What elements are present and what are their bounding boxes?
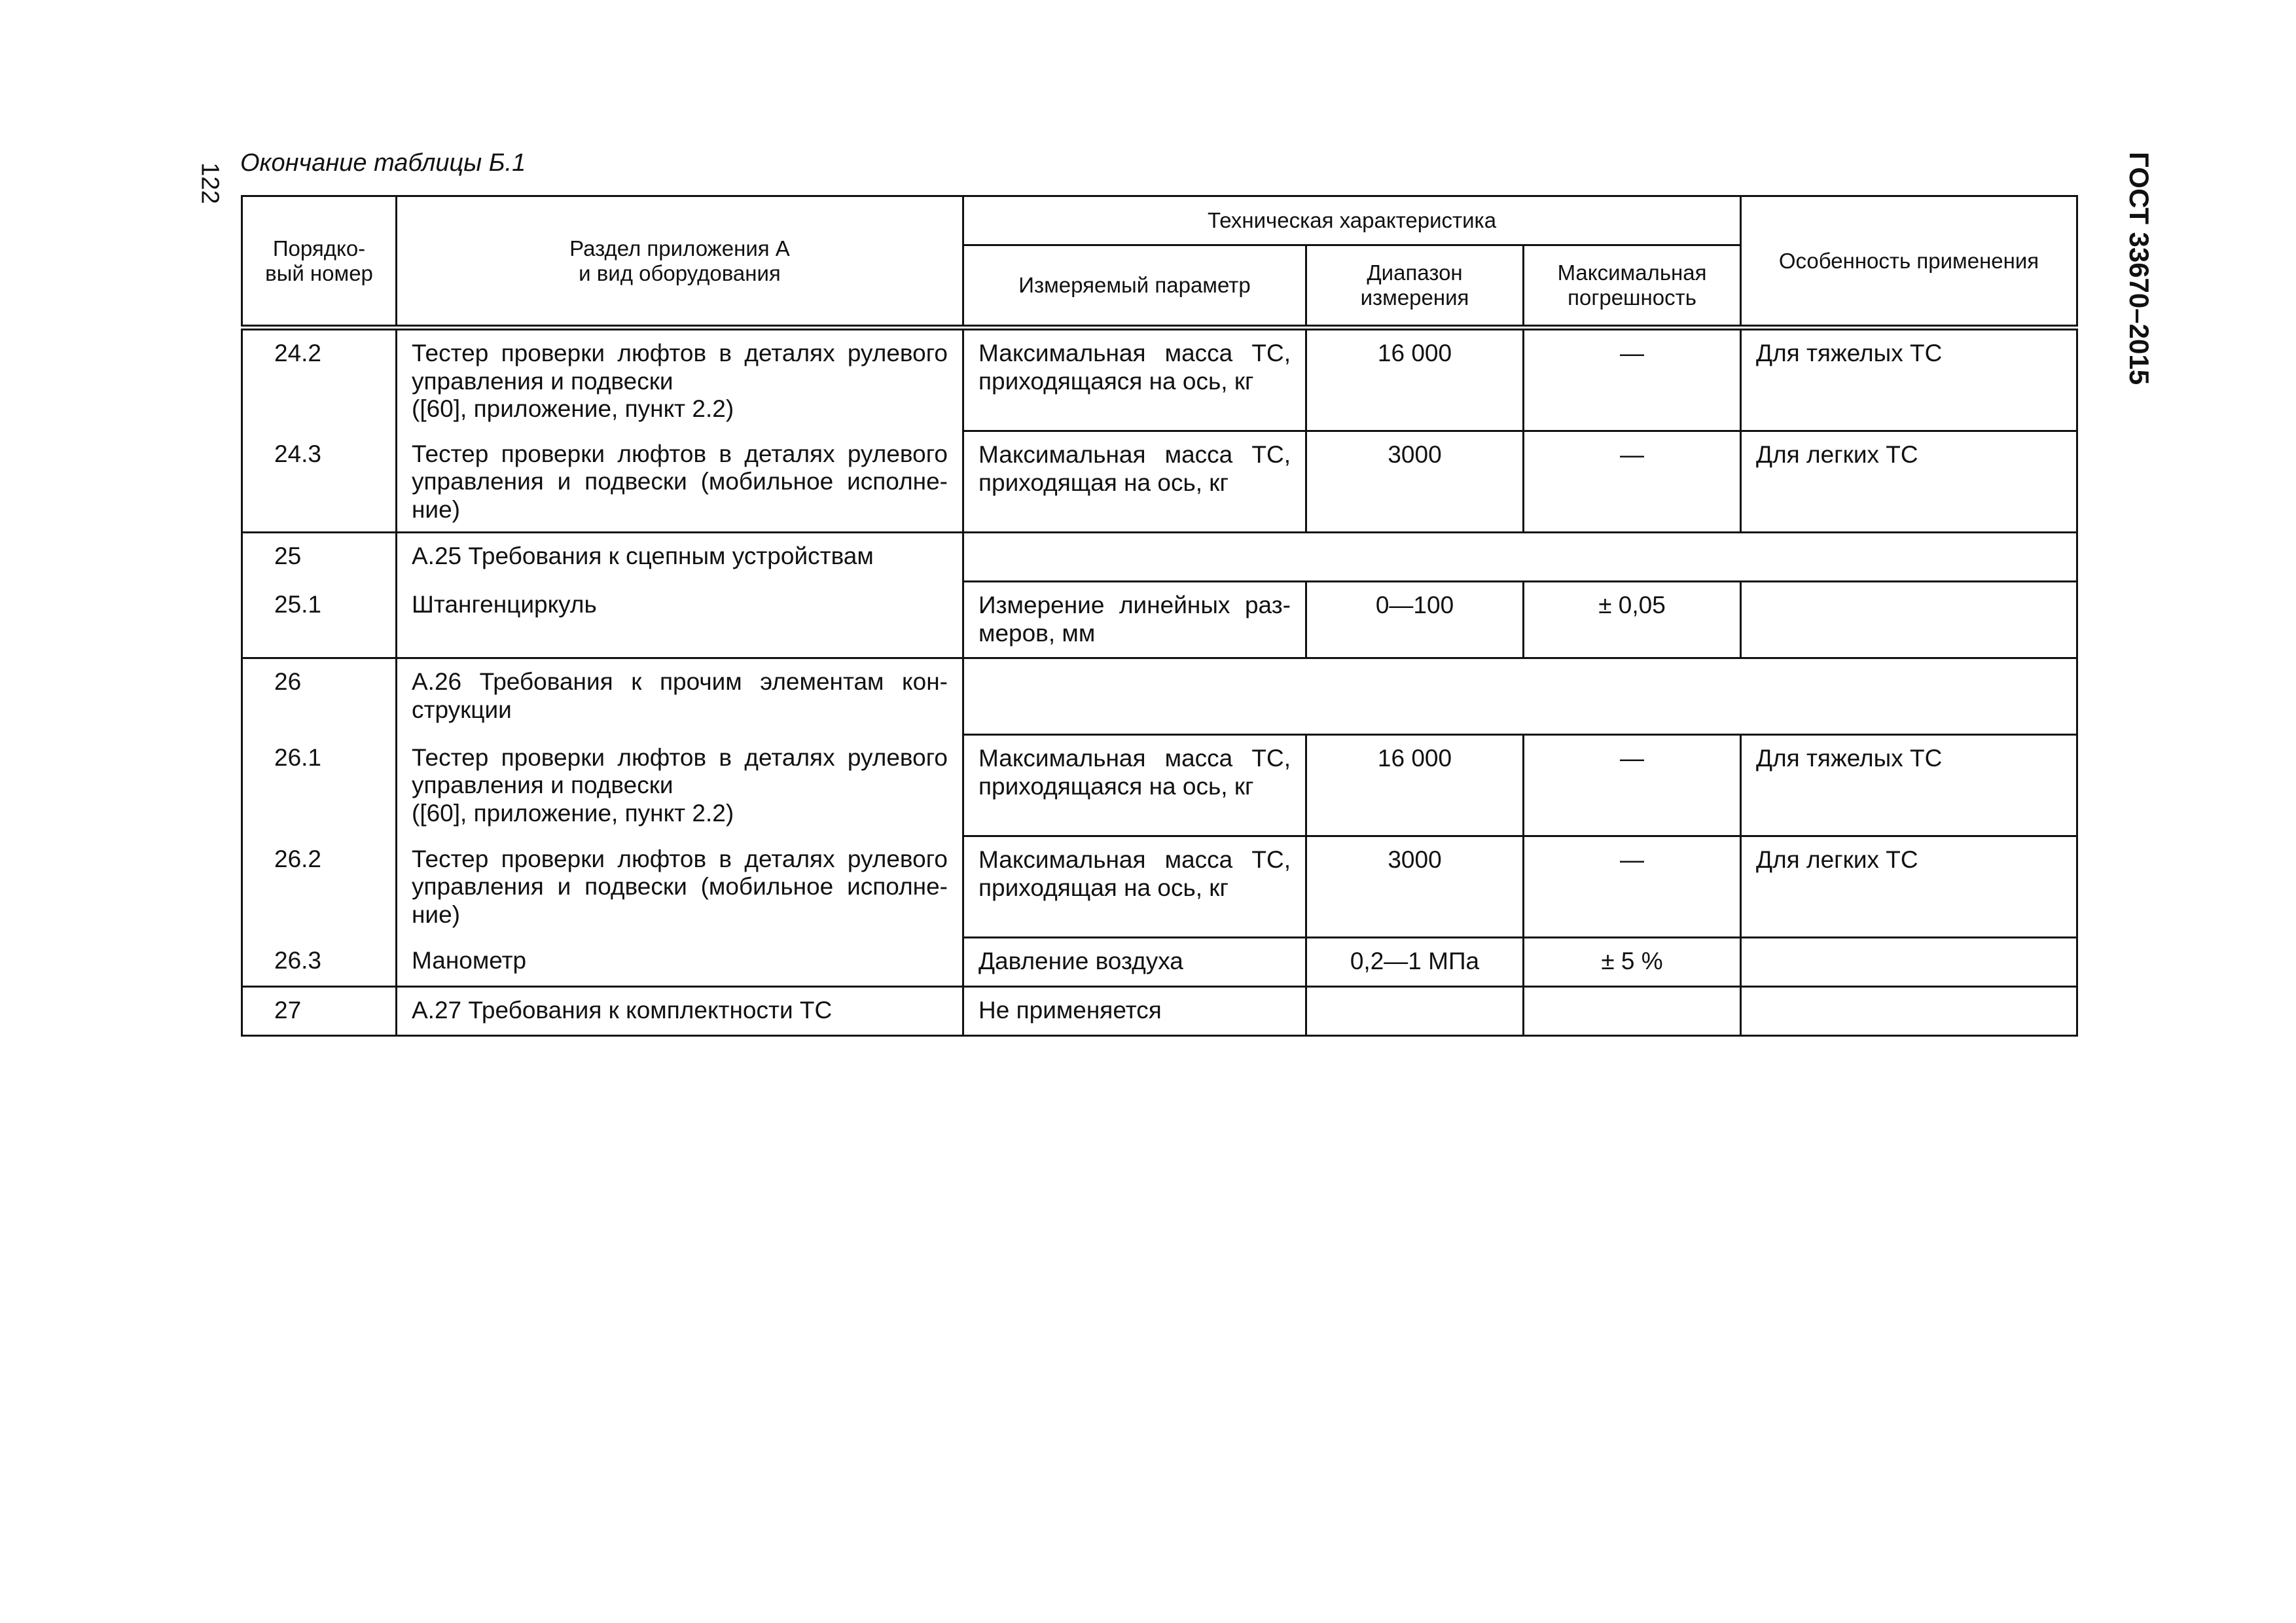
row-section: Тестер проверки люфтов в деталях рулевого управления и подвески (мобильное исполне-ние) [397, 431, 963, 533]
table-row [242, 431, 2077, 533]
row-empty-span [963, 533, 2077, 582]
row-range [1306, 987, 1524, 1036]
row-feature [1741, 987, 2077, 1036]
row-error: — [1524, 836, 1741, 938]
header-number: Порядко- вый номер [242, 196, 397, 328]
row-section: Манометр [397, 938, 963, 987]
row-section: А.25 Требования к сцепным устройствам [397, 533, 963, 582]
row-number: 26 [242, 658, 397, 735]
equipment-table [241, 195, 2078, 1037]
row-error: ± 0,05 [1524, 582, 1741, 658]
row-section: Тестер проверки люфтов в деталях рулевого управления и подвески ([60], приложение, пункт 2.2) [397, 328, 963, 431]
row-range: 3000 [1306, 836, 1524, 938]
table-row [242, 735, 2077, 836]
row-feature [1741, 938, 2077, 987]
row-number: 25.1 [242, 582, 397, 658]
row-feature: Для легких ТС [1741, 431, 2077, 533]
table-row [242, 533, 2077, 582]
table-row [242, 836, 2077, 938]
header-error: Максимальная погрешность [1524, 245, 1741, 328]
row-param: Максимальная масса ТС, приходящая на ось, кг [963, 431, 1306, 533]
row-section: Тестер проверки люфтов в деталях рулевого управления и подвески ([60], приложение, пункт 2.2) [397, 735, 963, 836]
row-error: — [1524, 328, 1741, 431]
table-row [242, 938, 2077, 987]
row-number: 24.3 [242, 431, 397, 533]
row-feature [1741, 582, 2077, 658]
header-param: Измеряемый параметр [963, 245, 1306, 328]
row-empty-span [963, 658, 2077, 735]
row-section: Тестер проверки люфтов в деталях рулевого управления и подвески (мобильное исполне-ние) [397, 836, 963, 938]
row-feature: Для тяжелых ТС [1741, 328, 2077, 431]
row-feature: Для тяжелых ТС [1741, 735, 2077, 836]
row-error [1524, 987, 1741, 1036]
row-number: 26.3 [242, 938, 397, 987]
row-param: Максимальная масса ТС, приходящаяся на ось, кг [963, 328, 1306, 431]
row-param: Не применяется [963, 987, 1306, 1036]
table-caption: Окончание таблицы Б.1 [240, 149, 526, 177]
row-number: 24.2 [242, 328, 397, 431]
table-row [242, 328, 2077, 431]
row-param: Измерение линейных раз-меров, мм [963, 582, 1306, 658]
header-feature: Особенность применения [1741, 196, 2077, 328]
document-id: ГОСТ 33670–2015 [2124, 151, 2155, 385]
row-error: — [1524, 735, 1741, 836]
header-row-1 [242, 196, 2077, 245]
row-error: ± 5 % [1524, 938, 1741, 987]
row-section: А.26 Требования к прочим элементам кон-струкции [397, 658, 963, 735]
row-number: 26.1 [242, 735, 397, 836]
row-number: 27 [242, 987, 397, 1036]
row-number: 26.2 [242, 836, 397, 938]
header-range: Диапазон измерения [1306, 245, 1524, 328]
table-row [242, 658, 2077, 735]
row-error: — [1524, 431, 1741, 533]
row-range: 0,2—1 МПа [1306, 938, 1524, 987]
row-feature: Для легких ТС [1741, 836, 2077, 938]
row-range: 16 000 [1306, 735, 1524, 836]
table-row [242, 582, 2077, 658]
row-number: 25 [242, 533, 397, 582]
row-range: 3000 [1306, 431, 1524, 533]
row-range: 16 000 [1306, 328, 1524, 431]
row-param: Давление воздуха [963, 938, 1306, 987]
row-param: Максимальная масса ТС, приходящаяся на ось, кг [963, 735, 1306, 836]
table-row [242, 987, 2077, 1036]
header-section: Раздел приложения А и вид оборудования [397, 196, 963, 328]
row-section: А.27 Требования к комплектности ТС [397, 987, 963, 1036]
header-tech: Техническая характеристика [963, 196, 1741, 245]
row-param: Максимальная масса ТС, приходящая на ось, кг [963, 836, 1306, 938]
row-range: 0—100 [1306, 582, 1524, 658]
row-section: Штангенциркуль [397, 582, 963, 658]
page-number: 122 [196, 162, 224, 204]
